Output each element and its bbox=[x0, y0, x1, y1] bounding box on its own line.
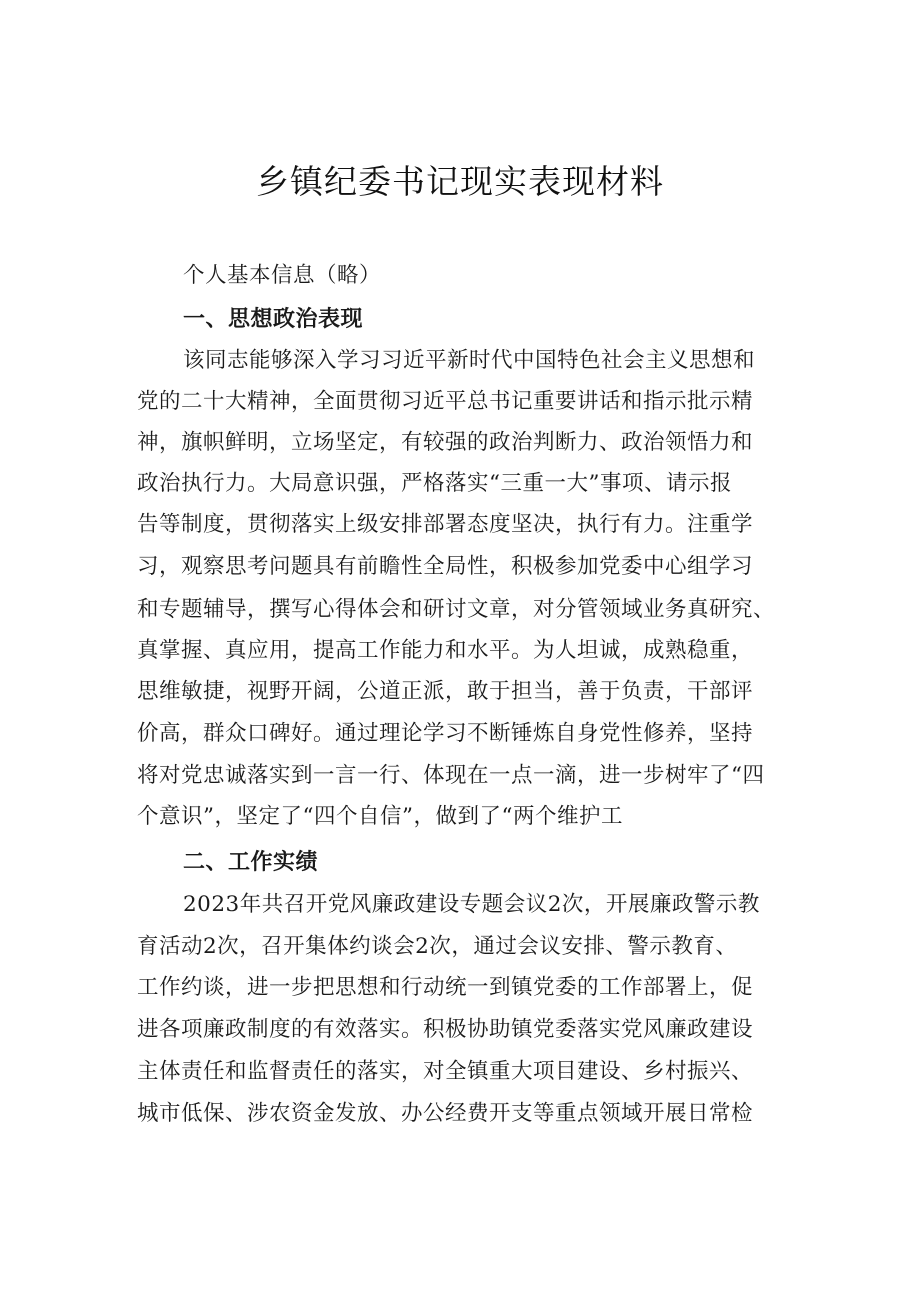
section-1-line: 价高，群众口碑好。通过理论学习不断锤炼自身党性修养，坚持 bbox=[137, 721, 754, 746]
section-1-line: 告等制度，贯彻落实上级安排部署态度坚决，执行有力。注重学 bbox=[137, 512, 754, 537]
document-title: 乡镇纪委书记现实表现材料 bbox=[256, 162, 664, 201]
section-1-line: 政治执行力。大局意识强，严格落实“三重一大”事项、请示报 bbox=[137, 471, 732, 496]
section-1-line: 个意识”，坚定了“四个自信”，做到了“两个维护工 bbox=[137, 804, 623, 829]
section-2-line: 进各项廉政制度的有效落实。积极协助镇党委落实党风廉政建设 bbox=[137, 1017, 754, 1042]
section-2-line: 主体责任和监督责任的落实，对全镇重大项目建设、乡村振兴、 bbox=[137, 1059, 754, 1084]
section-1-line: 神，旗帜鲜明，立场坚定，有较强的政治判断力、政治领悟力和 bbox=[137, 430, 754, 455]
section-2-line: 工作约谈，进一步把思想和行动统一到镇党委的工作部署上，促 bbox=[137, 975, 754, 1000]
section-1-line: 习，观察思考问题具有前瞻性全局性，积极参加党委中心组学习 bbox=[137, 554, 754, 579]
section-1-line: 将对党忠诚落实到一言一行、体现在一点一滴，进一步树牢了“四 bbox=[137, 763, 765, 788]
section-2-line: 育活动2次，召开集体约谈会2次，通过会议安排、警示教育、 bbox=[137, 934, 738, 959]
section-2-line: 2023年共召开党风廉政建设专题会议2次，开展廉政警示教 bbox=[183, 892, 760, 917]
section-1-heading: 一、思想政治表现 bbox=[183, 307, 364, 332]
section-1-line: 真掌握、真应用，提高工作能力和水平。为人坦诚，成熟稳重， bbox=[137, 638, 754, 663]
section-2-line: 城市低保、涉农资金发放、办公经费开支等重点领域开展日常检 bbox=[137, 1101, 754, 1126]
basic-info-line: 个人基本信息（略） bbox=[183, 263, 382, 288]
section-1-line: 思维敏捷，视野开阔，公道正派，敢于担当，善于负责，干部评 bbox=[137, 679, 754, 704]
section-1-line: 党的二十大精神，全面贯彻习近平总书记重要讲话和指示批示精 bbox=[137, 389, 754, 414]
section-1-line: 该同志能够深入学习习近平新时代中国特色社会主义思想和 bbox=[183, 348, 756, 373]
section-1-line: 和专题辅导，撰写心得体会和研讨文章，对分管领域业务真研究、 bbox=[137, 597, 776, 622]
section-2-heading: 二、工作实绩 bbox=[183, 850, 319, 875]
